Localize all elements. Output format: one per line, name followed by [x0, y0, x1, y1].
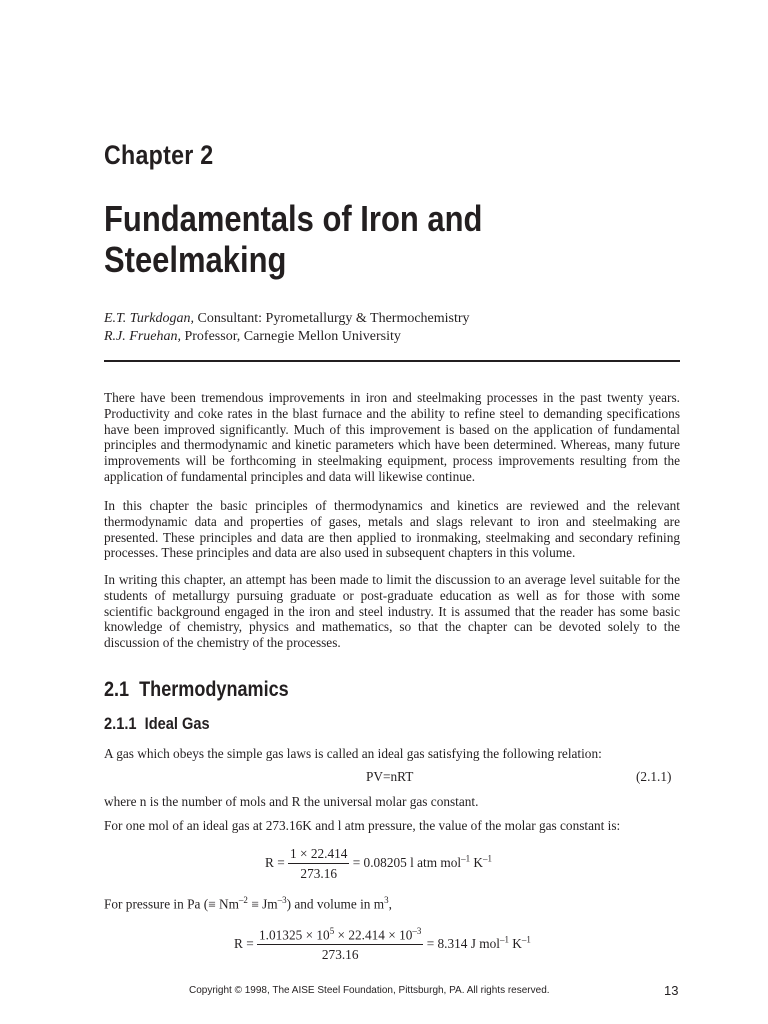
- section-heading: [104, 678, 289, 702]
- pressure-text: [104, 895, 392, 912]
- author-list: [104, 310, 470, 346]
- author-line: [104, 328, 470, 346]
- eq3-numerator-exponent: 5: [329, 926, 335, 936]
- pressure-exponent: –2: [238, 895, 248, 905]
- equation-ideal-gas-law: PV=nRT: [366, 769, 414, 784]
- author-name: E.T. Turkdogan,: [104, 311, 194, 326]
- pressure-exponent: –3: [277, 895, 287, 905]
- section-title: Thermodynamics: [139, 678, 289, 701]
- intro-paragraph-2: In this chapter the basic principles of thermodynamics and kinetics are reviewed and the relevant thermodynamic data and properties of gases, metals and slags relevant to iron and steelmaking are presented. These principles and data are then applied to ironmaking, steelmaking and secondary refining processes. These principles and data are also used in subsequent chapters in this volume.: [104, 498, 680, 561]
- eq2-denominator: 273.16: [300, 866, 337, 881]
- eq3-numerator: [257, 926, 423, 945]
- eq3-fraction: [257, 926, 423, 963]
- eq-explanation: where n is the number of mols and R the universal molar gas constant.: [104, 794, 479, 809]
- intro-paragraph-1: There have been tremendous improvements in iron and steelmaking processes in the past twenty years. Productivity and coke rates in the blast furnace and the ability to refine steel to demanding specifications have been improved significantly. Much of this improvement is based on the application of fundamental principles and thermodynamic and kinetic parameters which have been determined. Whereas, many future improvements will be forthcoming in steelmaking equipment, process improvements resulting from the application of fundamental principles and data will likewise continue.: [104, 390, 680, 484]
- pressure-exponent: 3: [384, 895, 389, 905]
- header-divider: [104, 360, 680, 362]
- pressure-text-part: For pressure in Pa (≡ Nm: [104, 896, 239, 912]
- chapter-title: [104, 198, 482, 280]
- author-role: Consultant: Pyrometallurgy & Thermochemistry: [193, 311, 470, 326]
- eq3-exponent: –1: [499, 934, 509, 945]
- author-role: Professor, Carnegie Mellon University: [180, 329, 401, 344]
- pressure-text-part: ,: [388, 896, 392, 912]
- one-mol-text: For one mol of an ideal gas at 273.16K and l atm pressure, the value of the molar gas constant is:: [104, 818, 621, 833]
- intro-paragraph-3: In writing this chapter, an attempt has been made to limit the discussion to an average level suitable for the students of metallurgy pursuing graduate or post-graduate education as well as for those with some scientific background engaged in the iron and steel industry. It is assumed that the reader has some basic knowledge of chemistry, physics and mathematics, so that the chapter can be devoted solely to the discussion of the chemistry of the processes.: [104, 572, 680, 651]
- equation-number: (2.1.1): [636, 769, 672, 784]
- eq3-denominator: 273.16: [321, 947, 359, 963]
- equation-gas-constant-atm: [265, 846, 492, 882]
- eq2-unit: K: [470, 855, 484, 871]
- pressure-text-part: ≡ Jm: [247, 896, 278, 912]
- eq2-numerator: 1 × 22.414: [288, 846, 349, 864]
- eq3-numerator-exponent: –3: [412, 926, 422, 936]
- chapter-title-line-2: Steelmaking: [104, 239, 287, 280]
- eq3-numerator-part: × 22.414 × 10: [334, 927, 413, 943]
- eq2-exponent: –1: [483, 853, 493, 864]
- subsection-title: Ideal Gas: [144, 714, 210, 733]
- eq2-rhs: = 0.08205 l atm mol: [352, 855, 462, 871]
- chapter-title-line-1: Fundamentals of Iron and: [104, 198, 483, 239]
- eq3-lhs: R =: [234, 935, 254, 951]
- eq3-rhs: = 8.314 J mol: [426, 935, 500, 951]
- eq3-unit: K: [508, 935, 522, 951]
- section-number: 2.1: [104, 678, 130, 701]
- subsection-number: 2.1.1: [104, 714, 137, 733]
- eq2-exponent: –1: [461, 853, 471, 864]
- equation-gas-constant-si: [234, 926, 531, 963]
- ideal-gas-intro: A gas which obeys the simple gas laws is called an ideal gas satisfying the following relation:: [104, 746, 602, 761]
- eq3-numerator-part: 1.01325 × 10: [259, 927, 330, 943]
- pressure-text-part: ) and volume in m: [286, 896, 385, 912]
- author-name: R.J. Fruehan,: [104, 329, 181, 344]
- eq3-exponent: –1: [521, 934, 531, 945]
- eq2-lhs: R =: [265, 855, 285, 871]
- page-number: 13: [664, 983, 679, 998]
- eq2-fraction: [288, 846, 349, 882]
- copyright-footer: Copyright © 1998, The AISE Steel Foundation, Pittsburgh, PA. All rights reserved.: [189, 985, 550, 996]
- chapter-label: Chapter 2: [104, 140, 214, 170]
- subsection-heading: [104, 714, 210, 734]
- author-line: [104, 310, 470, 328]
